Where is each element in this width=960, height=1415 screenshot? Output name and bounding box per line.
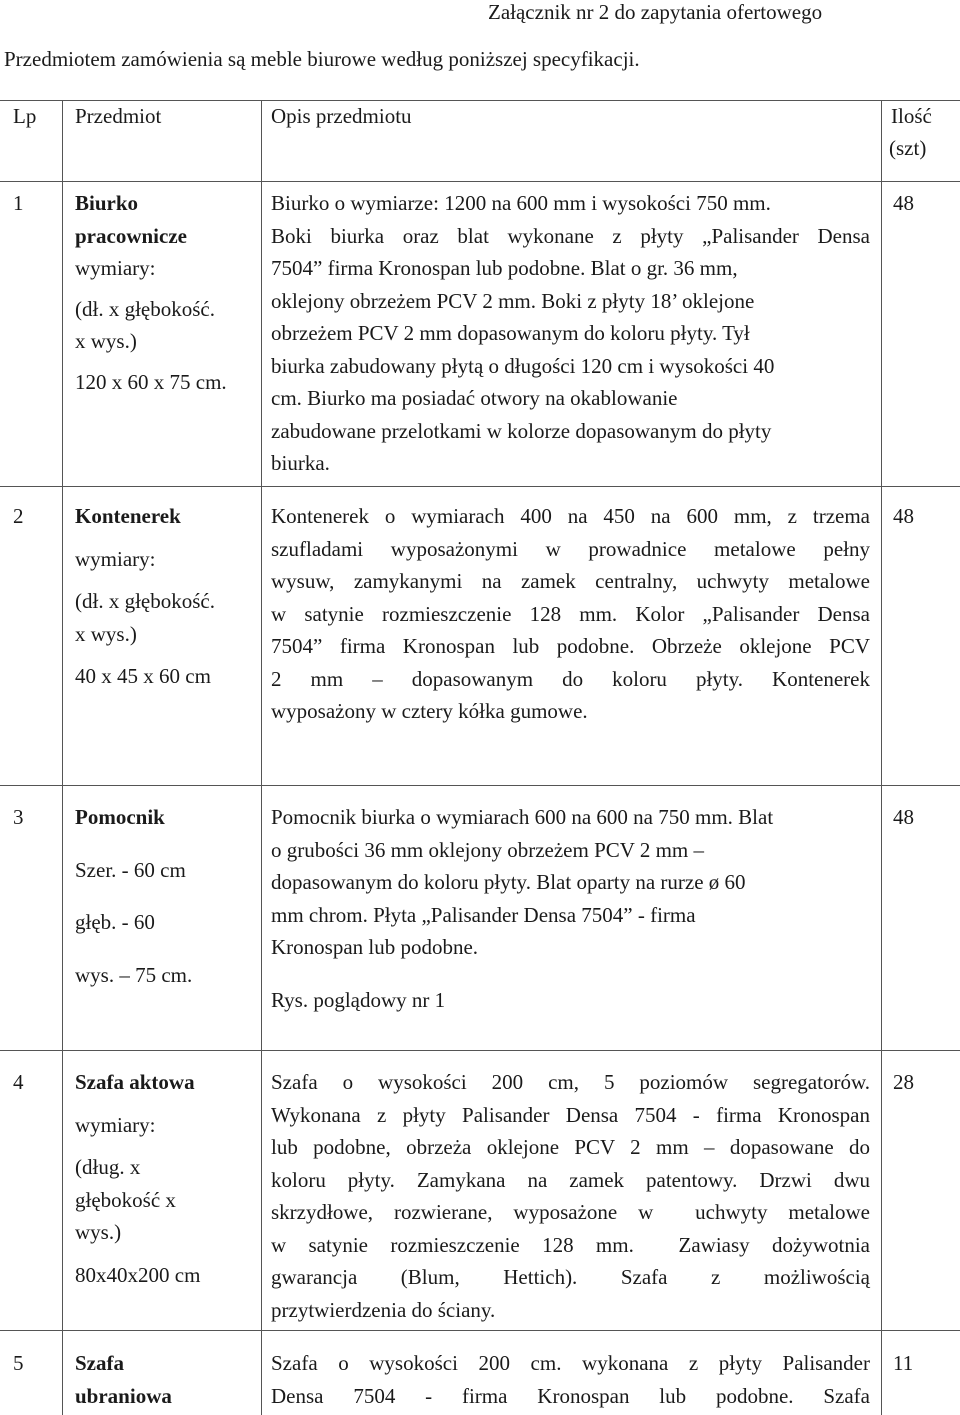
column-divider <box>881 100 882 1415</box>
item-name-line: ubraniowa <box>75 1383 172 1408</box>
row-number: 2 <box>13 504 24 528</box>
spec-line: Szer. - 60 cm <box>75 857 186 882</box>
dims-format: (dł. x głębokość. <box>75 589 215 613</box>
item-name <box>75 1347 255 1412</box>
figure-reference: Rys. poglądowy nr 1 <box>271 987 446 1012</box>
dims-label: wymiary: <box>75 1112 156 1137</box>
description-line: Wykonana z płyty Palisander Densa 7504 - firma Kronospan <box>271 1102 870 1127</box>
description-line: Szafa o wysokości 200 cm. wykonana z płyty Palisander <box>271 1351 870 1375</box>
dims-format: x wys.) <box>75 621 137 646</box>
spec-line: głęb. - 60 <box>75 910 155 934</box>
dims-format: (dług. x <box>75 1155 141 1179</box>
item-name <box>75 187 255 398</box>
description-line: 7504” firma Kronospan lub podobne. Obrzeże oklejone PCV <box>271 634 870 658</box>
row-divider <box>0 1050 960 1051</box>
description-line: gwarancja (Blum, Hettich). Szafa z możliwością <box>271 1265 870 1289</box>
dims-format: x wys.) <box>75 329 137 353</box>
row-divider <box>0 181 960 182</box>
description-line: 2 mm – dopasowanym do koloru płyty. Kontenerek <box>271 666 870 691</box>
dims-format: wys.) <box>75 1220 122 1244</box>
description-line: przytwierdzenia do ściany. <box>271 1297 496 1322</box>
row-divider <box>0 1330 960 1331</box>
item-description <box>271 1347 870 1412</box>
row-number: 4 <box>13 1070 24 1094</box>
item-name <box>75 1066 255 1291</box>
item-qty: 28 <box>893 1070 914 1094</box>
attachment-note: Załącznik nr 2 do zapytania ofertowego <box>488 0 823 24</box>
header-lp: Lp <box>13 104 37 128</box>
item-qty: 48 <box>893 504 914 528</box>
description-line: Densa 7504 - firma Kronospan lub podobne. Szafa <box>271 1383 870 1408</box>
dims-value: 120 x 60 x 75 cm. <box>75 369 227 394</box>
description-line: skrzydłowe, rozwierane, wyposażone w uchwyty metalowe <box>271 1200 870 1224</box>
dims-value: 80x40x200 cm <box>75 1262 201 1287</box>
column-divider <box>261 100 262 1415</box>
item-description <box>271 500 870 728</box>
row-divider <box>0 785 960 786</box>
column-divider <box>62 100 63 1415</box>
description-line: Szafa o wysokości 200 cm, 5 poziomów segregatorów. <box>271 1070 870 1094</box>
item-name <box>75 500 255 693</box>
row-number: 5 <box>13 1351 24 1375</box>
description-line: biurka zabudowany płytą o długości 120 cm i wysokości 40 <box>271 353 775 378</box>
description-line: Boki biurka oraz blat wykonane z płyty „Palisander Densa <box>271 223 870 248</box>
description-line: szufladami wyposażonymi w prowadnice metalowe pełny <box>271 536 870 561</box>
header-qty-unit: (szt) <box>889 136 927 160</box>
item-qty: 48 <box>893 191 914 215</box>
header-description: Opis przedmiotu <box>271 104 412 128</box>
description-line: oklejony obrzeżem PCV 2 mm. Boki z płyty 18’ oklejone <box>271 288 755 313</box>
dims-format: (dł. x głębokość. <box>75 296 215 321</box>
item-name-line: Szafa aktowa <box>75 1070 195 1094</box>
description-line: cm. Biurko ma posiadać otwory na okablowanie <box>271 386 678 410</box>
row-divider <box>0 486 960 487</box>
item-name-line: Szafa <box>75 1351 124 1375</box>
description-line: wyposażony w cztery kółka gumowe. <box>271 699 588 723</box>
item-description <box>271 1066 870 1326</box>
item-name-line: Biurko <box>75 191 139 215</box>
description-line: 7504” firma Kronospan lub podobne. Blat o gr. 36 mm, <box>271 256 738 280</box>
description-line: Kronospan lub podobne. <box>271 935 479 959</box>
spec-line: wys. – 75 cm. <box>75 962 193 987</box>
description-line: w satynie rozmieszczenie 128 mm. Zawiasy dożywotnia <box>271 1232 870 1257</box>
description-line: lub podobne, obrzeża oklejone PCV 2 mm – dopasowane do <box>271 1135 870 1159</box>
description-line: biurka. <box>271 451 330 475</box>
item-qty: 11 <box>893 1351 914 1375</box>
item-name-line: Pomocnik <box>75 805 165 829</box>
description-line: mm chrom. Płyta „Palisander Densa 7504” - firma <box>271 902 696 927</box>
description-line: wysuw, zamykanymi na zamek centralny, uchwyty metalowe <box>271 569 870 593</box>
description-line: Pomocnik biurka o wymiarach 600 na 600 na 750 mm. Blat <box>271 805 774 829</box>
intro-text: Przedmiotem zamówienia są meble biurowe według poniższej specyfikacji. <box>4 47 640 71</box>
item-description <box>271 801 870 1016</box>
description-line: zabudowane przelotkami w kolorze dopasowanym do płyty <box>271 418 772 443</box>
description-line: koloru płyty. Zamykana na zamek patentowy. Drzwi dwu <box>271 1167 870 1192</box>
dims-label: wymiary: <box>75 256 156 280</box>
description-line: Kontenerek o wymiarach 400 na 450 na 600 mm, z trzema <box>271 504 870 528</box>
item-name-line: pracownicze <box>75 223 187 248</box>
description-line: dopasowanym do koloru płyty. Blat oparty na rurze ø 60 <box>271 870 746 894</box>
dims-format: głębokość x <box>75 1187 176 1212</box>
description-line: o grubości 36 mm oklejony obrzeżem PCV 2 mm – <box>271 837 704 862</box>
row-number: 1 <box>13 191 24 215</box>
item-name-line: Kontenerek <box>75 504 181 528</box>
header-item: Przedmiot <box>75 104 162 128</box>
dims-value: 40 x 45 x 60 cm <box>75 664 211 688</box>
dims-label: wymiary: <box>75 546 156 571</box>
description-line: obrzeżem PCV 2 mm dopasowanym do koloru płyty. Tył <box>271 321 750 345</box>
item-qty: 48 <box>893 805 914 829</box>
item-name <box>75 801 255 991</box>
description-line: Biurko o wymiarze: 1200 na 600 mm i wysokości 750 mm. <box>271 191 771 215</box>
item-description <box>271 187 870 480</box>
row-number: 3 <box>13 805 24 829</box>
description-line: w satynie rozmieszczenie 128 mm. Kolor „Palisander Densa <box>271 601 870 626</box>
header-qty: Ilość <box>891 104 932 128</box>
